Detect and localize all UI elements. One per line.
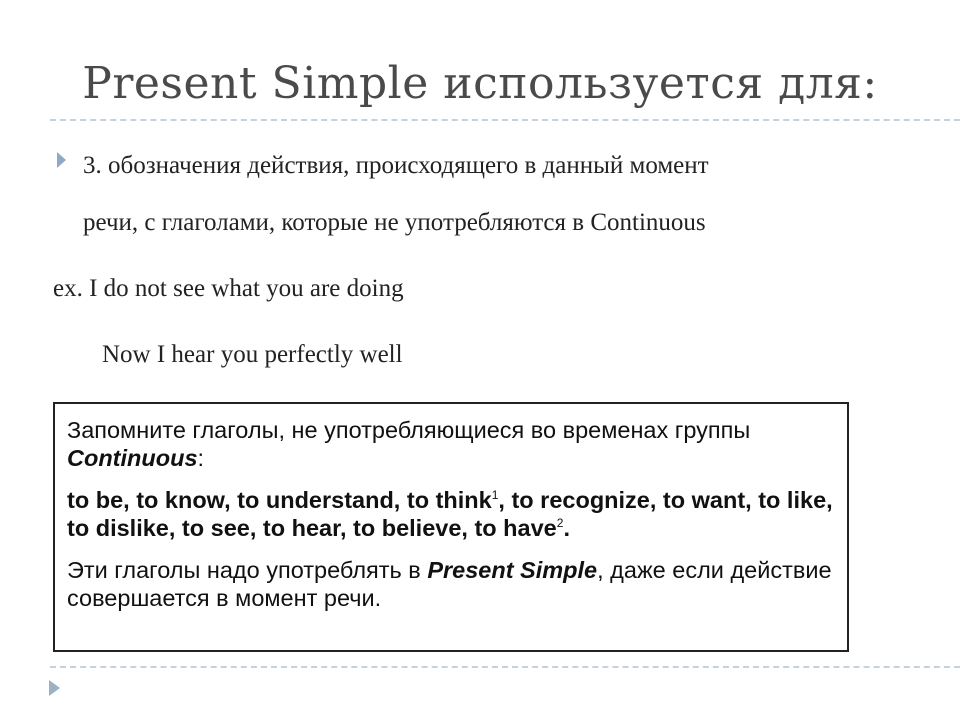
note-p2-text: to be, to know, to understand, to think	[67, 487, 492, 513]
footnote-marker-2: 2	[556, 516, 564, 531]
note-paragraph-2	[67, 486, 835, 542]
note-p2-middle: , to recognize, to want, to like, to dislike, to see, to hear, to believe, to have	[67, 487, 833, 541]
note-p3-end: , даже если действие совершается в момент речи.	[67, 557, 832, 611]
note-p1-emphasis: Continuous	[67, 445, 198, 471]
footnote-marker-1: 1	[491, 488, 499, 503]
note-p1-text: Запомните глаголы, не употребляющиеся во временах группы	[67, 417, 751, 443]
triangle-bullet-icon	[57, 152, 66, 168]
next-slide-arrow-icon[interactable]	[49, 680, 60, 696]
bullet-text-line-1: 3. обозначения действия, происходящего в данный момент	[83, 152, 709, 179]
note-paragraph-1	[67, 416, 835, 472]
note-p3-text: Эти глаголы надо употреблять в	[67, 557, 428, 583]
example-line-1: ex. I do not see what you are doing	[53, 275, 404, 302]
slide-title: Present Simple используется для:	[82, 58, 878, 109]
bullet-text-line-2: речи, с глаголами, которые не употребляются в Continuous	[83, 209, 706, 236]
footer-divider	[50, 666, 960, 668]
note-p2-end: .	[563, 515, 570, 541]
title-divider	[50, 119, 960, 121]
note-p1-end: :	[197, 445, 205, 471]
verbs-note-box	[53, 402, 849, 652]
note-paragraph-3	[67, 556, 835, 612]
example-line-2: Now I hear you perfectly well	[102, 341, 403, 368]
note-p3-emphasis: Present Simple	[427, 557, 598, 583]
